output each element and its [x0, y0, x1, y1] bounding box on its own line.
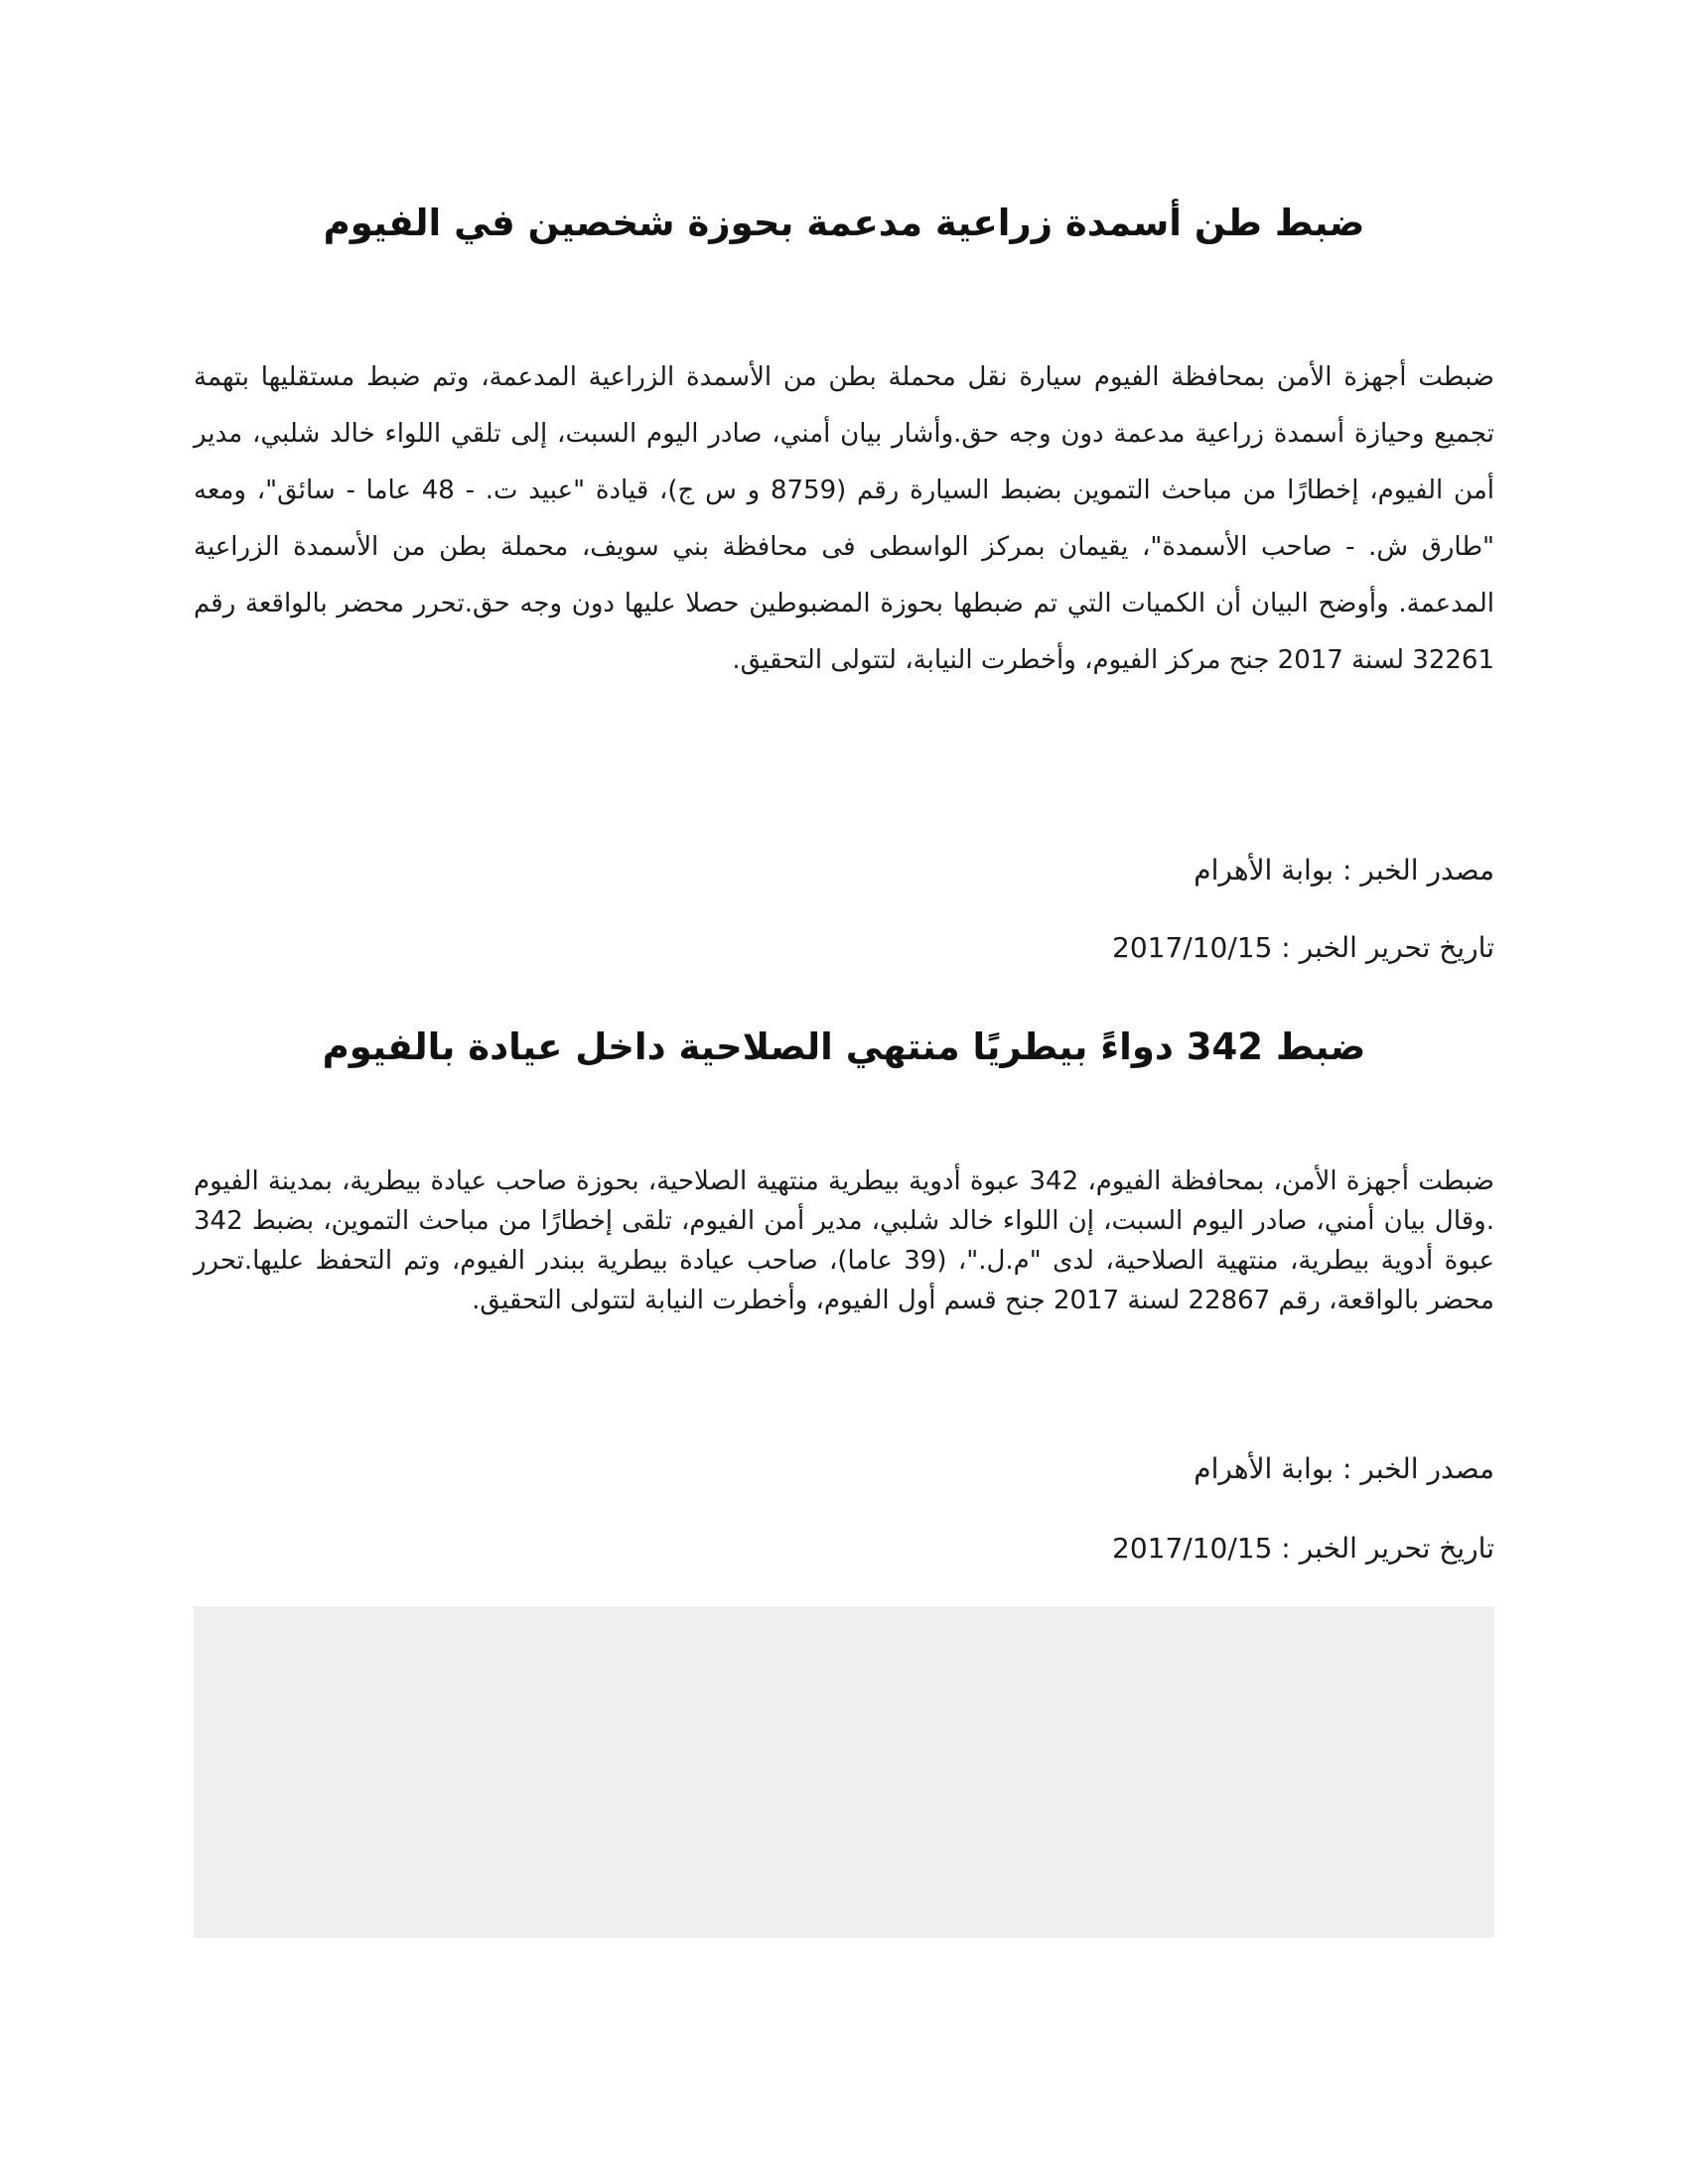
- image-placeholder: [194, 1606, 1494, 1938]
- document-page: [194, 0, 1494, 2184]
- article-2-date: تاريخ تحرير الخبر : 2017/10/15: [1112, 1532, 1494, 1565]
- article-2-body: ضبطت أجهزة الأمن، بمحافظة الفيوم، 342 عبوة أدوية بيطرية منتهية الصلاحية، بحوزة صاحب عيادة بيطرية، بمدينة الفيوم .وقال بيان أمني، صادر اليوم السبت، إن اللواء خالد شلبي، مدير أمن الفيوم، تلقى إخطارًا من مباحث التموين، بضبط 342 عبوة أدوية بيطرية، منتهية الصلاحية، لدى "م.ل."، (39 عاما)، صاحب عيادة بيطرية ببندر الفيوم، وتم التحفظ عليها.تحرر محضر بالواقعة، رقم 22867 لسنة 2017 جنح قسم أول الفيوم، وأخطرت النيابة لتتولى التحقيق.: [194, 1166, 1495, 1315]
- article-1-headline: ضبط طن أسمدة زراعية مدعمة بحوزة شخصين في الفيوم: [323, 202, 1365, 244]
- article-2-source: مصدر الخبر : بوابة الأهرام: [1194, 1452, 1494, 1485]
- article-1-source: مصدر الخبر : بوابة الأهرام: [1194, 854, 1494, 887]
- article-2-headline: ضبط 342 دواءً بيطريًا منتهي الصلاحية داخل عيادة بالفيوم: [322, 1025, 1366, 1068]
- article-1-date: تاريخ تحرير الخبر : 2017/10/15: [1112, 931, 1494, 964]
- article-1-body: ضبطت أجهزة الأمن بمحافظة الفيوم سيارة نقل محملة بطن من الأسمدة الزراعية المدعمة، وتم ضبط مستقليها بتهمة تجميع وحيازة أسمدة زراعية مدعمة دون وجه حق.وأشار بيان أمني، صادر اليوم السبت، إلى تلقي اللواء خالد شلبي، مدير أمن الفيوم، إخطارًا من مباحث التموين بضبط السيارة رقم (8759 و س ج)، قيادة "عبيد ت. - 48 عاما - سائق"، ومعه "طارق ش. - صاحب الأسمدة"، يقيمان بمركز الواسطى فى محافظة بني سويف، محملة بطن من الأسمدة الزراعية المدعمة. وأوضح البيان أن الكميات التي تم ضبطها بحوزة المضبوطين حصلا عليها دون وجه حق.تحرر محضر بالواقعة رقم 32261 لسنة 2017 جنح مركز الفيوم، وأخطرت النيابة، لتتولى التحقيق.: [194, 362, 1494, 675]
